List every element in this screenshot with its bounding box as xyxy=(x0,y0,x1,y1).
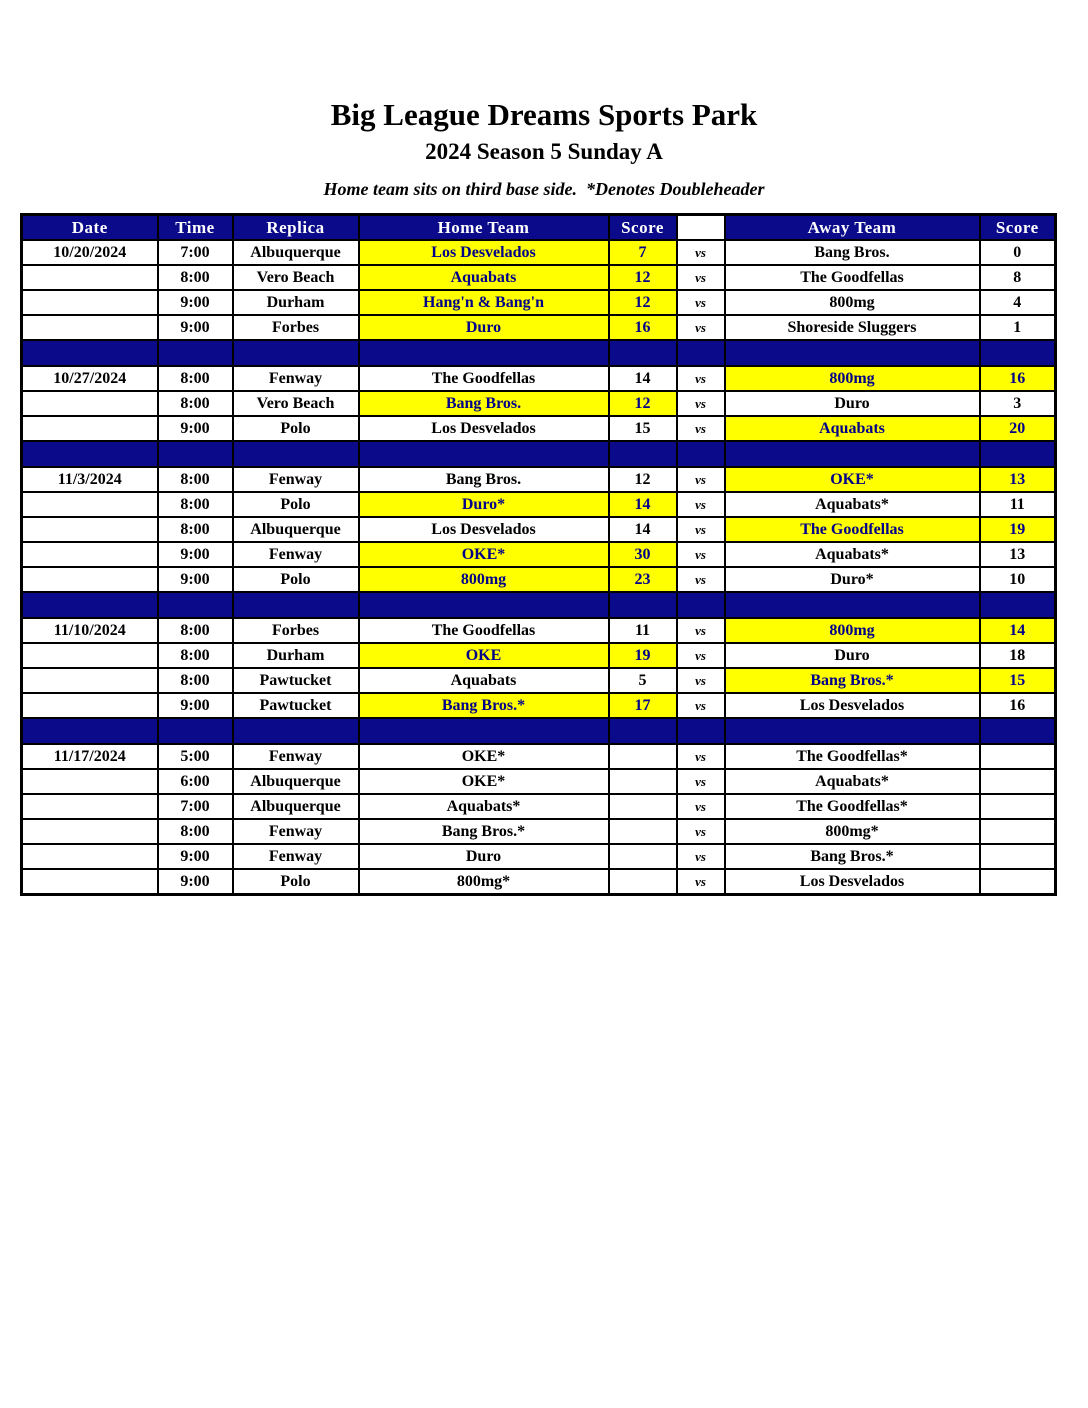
replica-cell: Fenway xyxy=(233,366,359,391)
separator-cell xyxy=(980,340,1056,366)
game-row xyxy=(22,769,1056,794)
separator-cell xyxy=(980,441,1056,467)
replica-cell: Durham xyxy=(233,290,359,315)
game-row xyxy=(22,643,1056,668)
away-team-cell: Los Desvelados xyxy=(725,693,980,718)
replica-cell: Polo xyxy=(233,492,359,517)
time-cell: 8:00 xyxy=(158,366,233,391)
away-score-cell xyxy=(980,819,1056,844)
vs-cell: vs xyxy=(677,819,725,844)
header-cell-time: Time xyxy=(158,215,233,241)
vs-cell: vs xyxy=(677,869,725,895)
separator-cell xyxy=(22,340,158,366)
away-score-cell: 15 xyxy=(980,668,1056,693)
home-team-cell: Duro xyxy=(359,844,609,869)
date-cell xyxy=(22,542,158,567)
time-cell: 8:00 xyxy=(158,467,233,492)
home-team-cell: Los Desvelados xyxy=(359,240,609,265)
separator-cell xyxy=(677,441,725,467)
replica-cell: Fenway xyxy=(233,844,359,869)
home-score-cell: 11 xyxy=(609,618,677,643)
away-score-cell xyxy=(980,769,1056,794)
replica-cell: Pawtucket xyxy=(233,693,359,718)
date-cell: 11/3/2024 xyxy=(22,467,158,492)
vs-cell: vs xyxy=(677,693,725,718)
time-cell: 9:00 xyxy=(158,693,233,718)
home-score-cell: 14 xyxy=(609,492,677,517)
vs-cell: vs xyxy=(677,542,725,567)
away-team-cell: The Goodfellas* xyxy=(725,744,980,769)
home-team-cell: OKE xyxy=(359,643,609,668)
game-row xyxy=(22,366,1056,391)
vs-cell: vs xyxy=(677,517,725,542)
replica-cell: Polo xyxy=(233,869,359,895)
home-team-cell: Bang Bros. xyxy=(359,467,609,492)
separator-cell xyxy=(609,340,677,366)
separator-cell xyxy=(359,592,609,618)
vs-cell: vs xyxy=(677,315,725,340)
away-score-cell: 16 xyxy=(980,693,1056,718)
home-team-cell: Aquabats xyxy=(359,668,609,693)
separator-cell xyxy=(980,592,1056,618)
home-score-cell: 14 xyxy=(609,517,677,542)
date-cell xyxy=(22,517,158,542)
separator-cell xyxy=(725,441,980,467)
away-team-cell: Duro* xyxy=(725,567,980,592)
time-cell: 9:00 xyxy=(158,315,233,340)
away-score-cell: 8 xyxy=(980,265,1056,290)
home-team-cell: The Goodfellas xyxy=(359,366,609,391)
date-cell xyxy=(22,290,158,315)
date-cell xyxy=(22,643,158,668)
separator-cell xyxy=(725,718,980,744)
time-cell: 8:00 xyxy=(158,492,233,517)
time-cell: 8:00 xyxy=(158,517,233,542)
replica-cell: Albuquerque xyxy=(233,794,359,819)
replica-cell: Forbes xyxy=(233,315,359,340)
game-row xyxy=(22,467,1056,492)
date-cell xyxy=(22,416,158,441)
game-row xyxy=(22,794,1056,819)
away-score-cell xyxy=(980,869,1056,895)
away-team-cell: Bang Bros. xyxy=(725,240,980,265)
date-cell xyxy=(22,819,158,844)
vs-cell: vs xyxy=(677,265,725,290)
away-score-cell: 4 xyxy=(980,290,1056,315)
home-team-cell: Hang'n & Bang'n xyxy=(359,290,609,315)
away-score-cell: 20 xyxy=(980,416,1056,441)
date-cell xyxy=(22,769,158,794)
replica-cell: Vero Beach xyxy=(233,391,359,416)
home-team-cell: Bang Bros. xyxy=(359,391,609,416)
home-team-cell: Los Desvelados xyxy=(359,517,609,542)
game-row xyxy=(22,869,1056,895)
replica-cell: Forbes xyxy=(233,618,359,643)
date-cell xyxy=(22,492,158,517)
home-team-cell: Aquabats* xyxy=(359,794,609,819)
away-score-cell: 10 xyxy=(980,567,1056,592)
vs-cell: vs xyxy=(677,618,725,643)
home-score-cell: 17 xyxy=(609,693,677,718)
home-team-cell: Duro xyxy=(359,315,609,340)
game-row xyxy=(22,517,1056,542)
away-team-cell: The Goodfellas xyxy=(725,517,980,542)
away-team-cell: Duro xyxy=(725,643,980,668)
home-team-cell: OKE* xyxy=(359,744,609,769)
vs-cell: vs xyxy=(677,492,725,517)
date-cell xyxy=(22,693,158,718)
separator-cell xyxy=(609,592,677,618)
away-score-cell xyxy=(980,844,1056,869)
home-score-cell: 19 xyxy=(609,643,677,668)
home-team-cell: OKE* xyxy=(359,769,609,794)
home-score-cell: 7 xyxy=(609,240,677,265)
home-score-cell: 5 xyxy=(609,668,677,693)
replica-cell: Fenway xyxy=(233,744,359,769)
separator-cell xyxy=(725,592,980,618)
home-score-cell xyxy=(609,819,677,844)
replica-cell: Fenway xyxy=(233,819,359,844)
away-team-cell: Aquabats* xyxy=(725,492,980,517)
away-team-cell: Duro xyxy=(725,391,980,416)
date-cell: 10/20/2024 xyxy=(22,240,158,265)
table-header xyxy=(22,215,1056,241)
away-score-cell: 11 xyxy=(980,492,1056,517)
separator-cell xyxy=(609,441,677,467)
away-team-cell: 800mg xyxy=(725,290,980,315)
time-cell: 8:00 xyxy=(158,819,233,844)
home-score-cell: 12 xyxy=(609,265,677,290)
date-cell xyxy=(22,391,158,416)
replica-cell: Vero Beach xyxy=(233,265,359,290)
replica-cell: Fenway xyxy=(233,467,359,492)
game-row xyxy=(22,618,1056,643)
time-cell: 9:00 xyxy=(158,567,233,592)
vs-cell: vs xyxy=(677,643,725,668)
header-cell-away-team: Away Team xyxy=(725,215,980,241)
away-team-cell: The Goodfellas* xyxy=(725,794,980,819)
replica-cell: Albuquerque xyxy=(233,517,359,542)
header-cell-replica: Replica xyxy=(233,215,359,241)
replica-cell: Fenway xyxy=(233,542,359,567)
away-score-cell: 16 xyxy=(980,366,1056,391)
separator-cell xyxy=(233,718,359,744)
time-cell: 7:00 xyxy=(158,794,233,819)
vs-cell: vs xyxy=(677,467,725,492)
home-score-cell: 14 xyxy=(609,366,677,391)
separator-cell xyxy=(233,340,359,366)
home-team-cell: 800mg xyxy=(359,567,609,592)
home-team-cell: Bang Bros.* xyxy=(359,693,609,718)
date-cell xyxy=(22,844,158,869)
date-cell xyxy=(22,567,158,592)
home-team-cell: Duro* xyxy=(359,492,609,517)
game-row xyxy=(22,240,1056,265)
home-team-cell: Los Desvelados xyxy=(359,416,609,441)
separator-cell xyxy=(677,340,725,366)
vs-cell: vs xyxy=(677,567,725,592)
separator-row xyxy=(22,592,1056,618)
away-team-cell: Aquabats xyxy=(725,416,980,441)
separator-row xyxy=(22,718,1056,744)
schedule-table xyxy=(20,213,1057,896)
separator-cell xyxy=(22,441,158,467)
time-cell: 8:00 xyxy=(158,668,233,693)
time-cell: 8:00 xyxy=(158,265,233,290)
time-cell: 8:00 xyxy=(158,643,233,668)
replica-cell: Polo xyxy=(233,567,359,592)
vs-cell: vs xyxy=(677,844,725,869)
separator-cell xyxy=(359,718,609,744)
home-score-cell: 12 xyxy=(609,467,677,492)
game-row xyxy=(22,542,1056,567)
away-score-cell: 19 xyxy=(980,517,1056,542)
vs-cell: vs xyxy=(677,366,725,391)
header-row xyxy=(22,215,1056,241)
away-score-cell: 3 xyxy=(980,391,1056,416)
page-note: Home team sits on third base side. *Denotes Doubleheader xyxy=(323,179,765,200)
separator-cell xyxy=(359,340,609,366)
date-cell xyxy=(22,869,158,895)
vs-cell: vs xyxy=(677,240,725,265)
header-cell-home-team: Home Team xyxy=(359,215,609,241)
separator-cell xyxy=(233,592,359,618)
vs-cell: vs xyxy=(677,769,725,794)
table-body xyxy=(22,240,1056,895)
home-team-cell: 800mg* xyxy=(359,869,609,895)
separator-cell xyxy=(158,340,233,366)
away-team-cell: 800mg* xyxy=(725,819,980,844)
replica-cell: Durham xyxy=(233,643,359,668)
separator-cell xyxy=(22,718,158,744)
home-score-cell: 12 xyxy=(609,391,677,416)
vs-cell: vs xyxy=(677,744,725,769)
home-team-cell: Aquabats xyxy=(359,265,609,290)
header-cell-vs xyxy=(677,215,725,241)
date-cell xyxy=(22,668,158,693)
replica-cell: Polo xyxy=(233,416,359,441)
vs-cell: vs xyxy=(677,794,725,819)
time-cell: 9:00 xyxy=(158,869,233,895)
away-team-cell: 800mg xyxy=(725,618,980,643)
away-team-cell: OKE* xyxy=(725,467,980,492)
game-row xyxy=(22,668,1056,693)
vs-cell: vs xyxy=(677,668,725,693)
separator-cell xyxy=(725,340,980,366)
away-team-cell: Los Desvelados xyxy=(725,869,980,895)
time-cell: 6:00 xyxy=(158,769,233,794)
replica-cell: Albuquerque xyxy=(233,240,359,265)
away-team-cell: Bang Bros.* xyxy=(725,844,980,869)
home-score-cell xyxy=(609,844,677,869)
game-row xyxy=(22,567,1056,592)
time-cell: 9:00 xyxy=(158,844,233,869)
home-team-cell: OKE* xyxy=(359,542,609,567)
home-score-cell xyxy=(609,769,677,794)
separator-cell xyxy=(677,718,725,744)
home-team-cell: Bang Bros.* xyxy=(359,819,609,844)
away-team-cell: Bang Bros.* xyxy=(725,668,980,693)
away-team-cell: Shoreside Sluggers xyxy=(725,315,980,340)
header-cell-date: Date xyxy=(22,215,158,241)
game-row xyxy=(22,315,1056,340)
away-score-cell: 18 xyxy=(980,643,1056,668)
separator-cell xyxy=(158,441,233,467)
home-score-cell xyxy=(609,869,677,895)
time-cell: 5:00 xyxy=(158,744,233,769)
vs-cell: vs xyxy=(677,416,725,441)
separator-cell xyxy=(677,592,725,618)
game-row xyxy=(22,819,1056,844)
time-cell: 9:00 xyxy=(158,290,233,315)
replica-cell: Albuquerque xyxy=(233,769,359,794)
home-score-cell: 15 xyxy=(609,416,677,441)
separator-cell xyxy=(609,718,677,744)
game-row xyxy=(22,290,1056,315)
home-score-cell: 16 xyxy=(609,315,677,340)
game-row xyxy=(22,492,1056,517)
away-score-cell: 13 xyxy=(980,467,1056,492)
away-score-cell: 1 xyxy=(980,315,1056,340)
game-row xyxy=(22,416,1056,441)
game-row xyxy=(22,693,1056,718)
time-cell: 8:00 xyxy=(158,618,233,643)
game-row xyxy=(22,391,1056,416)
date-cell xyxy=(22,315,158,340)
separator-cell xyxy=(158,592,233,618)
away-score-cell: 14 xyxy=(980,618,1056,643)
date-cell xyxy=(22,794,158,819)
away-score-cell: 0 xyxy=(980,240,1056,265)
time-cell: 7:00 xyxy=(158,240,233,265)
away-team-cell: Aquabats* xyxy=(725,769,980,794)
date-cell: 11/17/2024 xyxy=(22,744,158,769)
header-cell-away-score: Score xyxy=(980,215,1056,241)
away-team-cell: Aquabats* xyxy=(725,542,980,567)
game-row xyxy=(22,744,1056,769)
away-team-cell: 800mg xyxy=(725,366,980,391)
time-cell: 8:00 xyxy=(158,391,233,416)
separator-cell xyxy=(980,718,1056,744)
away-score-cell xyxy=(980,794,1056,819)
vs-cell: vs xyxy=(677,290,725,315)
date-cell: 11/10/2024 xyxy=(22,618,158,643)
home-team-cell: The Goodfellas xyxy=(359,618,609,643)
time-cell: 9:00 xyxy=(158,542,233,567)
replica-cell: Pawtucket xyxy=(233,668,359,693)
time-cell: 9:00 xyxy=(158,416,233,441)
home-score-cell: 23 xyxy=(609,567,677,592)
separator-cell xyxy=(359,441,609,467)
home-score-cell: 12 xyxy=(609,290,677,315)
date-cell xyxy=(22,265,158,290)
home-score-cell xyxy=(609,794,677,819)
page-title: Big League Dreams Sports Park xyxy=(330,97,758,132)
game-row xyxy=(22,265,1056,290)
home-score-cell xyxy=(609,744,677,769)
home-score-cell: 30 xyxy=(609,542,677,567)
separator-cell xyxy=(233,441,359,467)
separator-row xyxy=(22,340,1056,366)
game-row xyxy=(22,844,1056,869)
date-cell: 10/27/2024 xyxy=(22,366,158,391)
away-score-cell xyxy=(980,744,1056,769)
separator-cell xyxy=(158,718,233,744)
away-score-cell: 13 xyxy=(980,542,1056,567)
vs-cell: vs xyxy=(677,391,725,416)
away-team-cell: The Goodfellas xyxy=(725,265,980,290)
separator-cell xyxy=(22,592,158,618)
separator-row xyxy=(22,441,1056,467)
page-subtitle: 2024 Season 5 Sunday A xyxy=(425,139,663,165)
header-cell-home-score: Score xyxy=(609,215,677,241)
